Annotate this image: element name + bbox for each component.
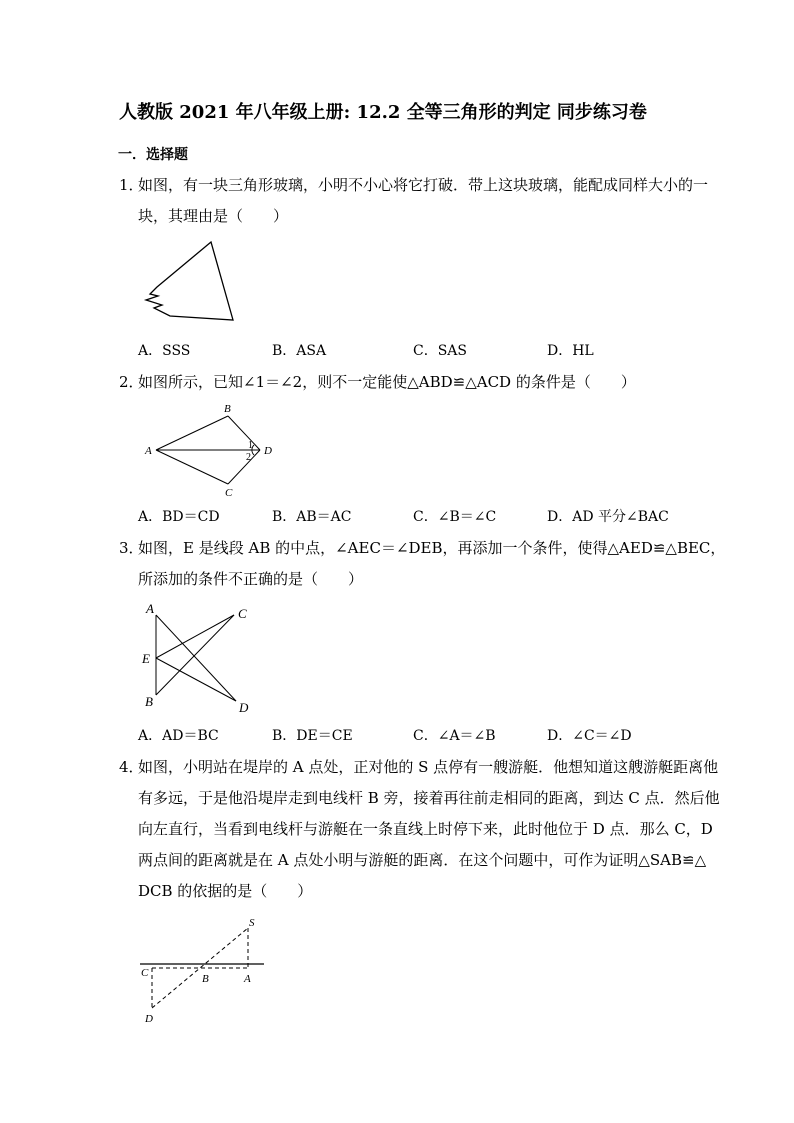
question-text-line: 如图，小明站在堤岸的 A 点处，正对他的 S 点停有一艘游艇．他想知道这艘游艇距离他 <box>138 758 719 776</box>
question-number: 4． <box>119 758 144 776</box>
option-a[interactable]: A．BD＝CD <box>138 509 220 525</box>
question-text-line: 如图所示，已知∠1＝∠2，则不一定能使△ABD≌△ACD 的条件是（ ） <box>138 373 636 391</box>
crossing-triangles-figure <box>140 598 260 718</box>
option-d[interactable]: D．HL <box>547 343 594 359</box>
option-b[interactable]: B．AB＝AC <box>272 509 352 525</box>
option-c[interactable]: C．SAS <box>413 343 468 359</box>
section-heading: 一．选择题 <box>118 147 188 163</box>
option-d[interactable]: D．AD 平分∠BAC <box>547 509 669 525</box>
label-c: C <box>225 487 233 499</box>
label-angle-2: 2 <box>246 452 251 463</box>
question-number: 2． <box>119 373 144 391</box>
riverbank-figure <box>134 908 274 1033</box>
label-b: B <box>202 973 209 985</box>
option-c[interactable]: C．∠B＝∠C <box>413 509 497 525</box>
option-a[interactable]: A．SSS <box>138 343 191 359</box>
question-text-line: 如图，E 是线段 AB 的中点，∠AEC＝∠DEB，再添加一个条件，使得△AED≌△BEC， <box>138 539 726 557</box>
option-d[interactable]: D．∠C＝∠D <box>547 728 632 744</box>
question-text-line: 有多远，于是他沿堤岸走到电线杆 B 旁，接着再往前走相同的距离，到达 C 点．然后他 <box>138 789 720 807</box>
label-d: D <box>264 445 272 457</box>
label-a: A <box>146 601 154 616</box>
option-c[interactable]: C．∠A＝∠B <box>413 728 496 744</box>
option-b[interactable]: B．DE＝CE <box>272 728 353 744</box>
question-text-line: 两点间的距离就是在 A 点处小明与游艇的距离．在这个问题中，可作为证明△SAB≌△ <box>138 851 707 869</box>
question-text-line: 所添加的条件不正确的是（ ） <box>138 570 364 588</box>
quadrilateral-figure <box>142 400 287 500</box>
label-angle-1: 1 <box>248 440 253 451</box>
label-d: D <box>239 700 249 715</box>
label-d: D <box>145 1013 153 1025</box>
label-b: B <box>145 694 153 709</box>
page-title: 人教版 2021 年八年级上册: 12.2 全等三角形的判定 同步练习卷 <box>119 102 647 123</box>
question-text-line: DCB 的依据的是（ ） <box>138 882 313 900</box>
option-a[interactable]: A．AD＝BC <box>138 728 219 744</box>
question-number: 1． <box>119 176 144 194</box>
label-c: C <box>141 967 149 979</box>
question-text-line: 块，其理由是（ ） <box>138 207 289 225</box>
label-c: C <box>238 606 247 621</box>
question-number: 3． <box>119 539 144 557</box>
label-s: S <box>249 917 255 929</box>
option-b[interactable]: B．ASA <box>272 343 327 359</box>
label-b: B <box>224 403 231 415</box>
label-e: E <box>142 651 150 666</box>
question-text-line: 向左直行，当看到电线杆与游艇在一条直线上时停下来，此时他位于 D 点．那么 C，D <box>138 820 713 838</box>
question-text-line: 如图，有一块三角形玻璃，小明不小心将它打破．带上这块玻璃，能配成同样大小的一 <box>138 176 709 194</box>
broken-glass-figure <box>140 238 240 328</box>
label-a: A <box>244 973 251 985</box>
label-a: A <box>145 445 152 457</box>
